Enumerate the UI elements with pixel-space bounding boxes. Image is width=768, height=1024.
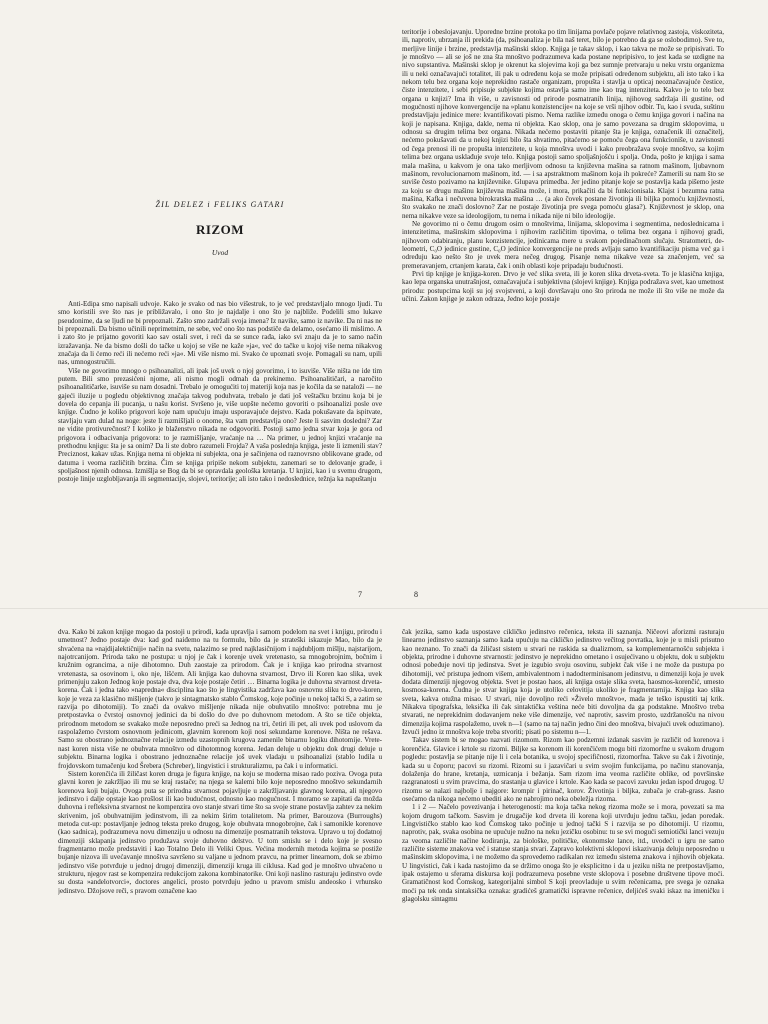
paragraph: Ne govorimo ni o čemu drugom osim o mnoštvima, linijama, sklopovima i segmentima, nedoslednicama i intenzitetima, mašinskim sklopovima i njihovim različitim tipovima, o telima bez organa i njihovoj građi, njihovom odabiranju, planu konzistencije, jedinicama mere u svakom pojedinačnom slučaju. Stratometri, deleometri, C₀O jedinice gustine, C₀O jedinice konvergencije ne preds avljaju samo kvantifikaciju pisma već ga i određuju kao nešto što je uvek mera nečeg drugog. Pisanje nema nikakve veze sa značenjem, već sa premeravanjem, crtanjem karata, čak i onih oblasti koje pripadaju budućnosti.	[402, 219, 724, 270]
paragraph: teritorije i obeslojavanju. Uporedne brzine protoka po tim linijama povlače pojave relativnog zastoja, viskoziteta, ili, naprotiv, ubrzanja ili prekida (da, psihoanaliza je bila naš teret, bilo je potrebno da ga se oslobodimo). Sve to, merljive linije i brzine, predstavlja mašinski sklop. Knjiga je takav sklop, i kao takva ne može se pripisivati. To je mnoštvo — ali se još ne zna šta mnoštvo podrazumeva kada postane nepripisivo, to jest kada se uzdigne na nivo supstantiva. Mašinski sklop je okrenut ka slojevima koji ga bez sumnje pretvaraju u neku vrstu organizma ili u neki označavajući totalitet, ili pak u određenu koja se može pripisati određenom subjektu, ali isto tako i ka nekom telu bez organa koje neprekidno rastače organizam, propušta i stavlja u opticaj neoznačavajuće čestice, čiste intenzitete, i sebi pripisuje subjekte kojima ostavlja samo ime kao trag intenziteta. Kakvo je to telo bez organa u knjizi? Ima ih više, u zavisnosti od prirode posmatranih linija, njihovog sadržaja ili gustine, od mogućnosti njihove konvergencije na »planu konzistencije« na koje se vrši njihov odbir. Tu, kao i svuda, suštinu predstavljaju jedinice mere: kvantifikovati pismo. Nema razlike između onoga o čemu knjiga govori i načina na koji je napisana. Knjiga, dakle, nema ni objekta. Kao sklop, ona je samo povezana sa drugim sklopovima, u odnosu sa drugim telima bez organa. Nikada nećemo postaviti pitanje šta je knjiga, označenik ili označitelj, nećemo pokušavati da u nekoj knjizi bilo šta shvatimo, pitaćemo se pomoću čega ona funkcioniše, u zavisnosti od čega prenosi ili ne propušta intenzitete, u koja mnoštva uvodi i kako preobražava svoje mnoštvo, sa kojim telima bez organa usklađuje svoje telo. Knjiga postoji samo spoljašnjošću i spolja. Onda, pošto je knjiga i sama mala mašina, u kakvom je ona tako merljivom odnosu ta književna mašina sa ratnom mašinom, ljubavnom mašinom, revolucionarnom mašinom, itd. — i sa apstraktnom mašinom koja ih pokreće? Zamerili su nam što se suviše često pozivamo na književnike. Glupava primedba. Jer jedino pitanje koje se postavlja kada pišemo jeste za koju se drugu mašinu književna mašina može, i mora, prikačiti da bi funkcionisala. Klajst i bezumna ratna mašina, Kafka i nečuvena birokratska mašina … (a ako čovek postane životinja ili biljka pomoću književnosti, što svakako ne znači doslovno? Zar ne postaje životinja pre svega pomoću glasa?). Književnost je sklop, ona nema nikakve veze sa ideologijom, tu nema i nikada nije ni bilo ideologije.	[402, 28, 724, 220]
paragraph: 1 i 2 — Načelo povezivanja i heterogenosti: ma koja tačka nekog rizoma može se i mora, povezati sa ma kojom drugom tačkom. Sasvim je drugačije kod drveta ili korena koji utvrđuju jednu tačku, jedan poredak. Lingvističko stablo kao kod Čomskog tako počinje u jednoj tački S i razvija se po dihotomiji. U rizomu, naprotiv, pak, svaka osobina ne upućuje nužno na neku jezičku osobinu: tu se svi mogući semiotički lanci vezuju za veoma različite načine kodiranja, za biološke, političke, ekonomske lance, itd., uvodeći u igru ne samo različite sisteme znakova već i statuse stanja stvari. Zapravo kolektivni sklopovi iskazivanja deluju neposredno u mašinskim sklopovima, i ne možemo da sprovedemo radikalan rez između sistema znakova i njihovih objekata. U lingvistici, čak i kada nastojimo da se držimo onoga što je eksplicitno i da u jeziku ništa ne pretpostavljamo, ipak ostajemo u sferama diskursa koji podrazumeva posebne vrste sklopova i posebne društvene tipove moći. Gramatičnost kod Čomskog, kategorijalni simbol S koji preovladuje u svim rečenicama, pre svega je oznaka moći pa tek onda sintaksička oznaka: gradićeš gramatički ispravne rečenice, deljićeš svaki iskaz na imeničku i glagolsku sintagmu	[402, 803, 724, 903]
column-top-left	[58, 300, 382, 585]
page-divider	[0, 608, 768, 609]
paragraph: dva. Kako bi zakon knjige mogao da postoji u prirodi, kada upravlja i samom podelom na svet i knjigu, prirodu i umetnost? Jedno postaje dva: kad god naiđemo na tu formulu, bilo da je strateški iskazuje Mao, bilo da je shvaćena na »najdijalektičniji« način na svetu, nalazimo se pred najklasičnijom i najdublјom mišlju, najstarijom, najotrcanijom. Priroda tako ne postupa: u njoj je čak i korenje uvek vretenasto, sa mnogobrojnim, bočnim i kružnim ograncima, a nije dihotomno. Duh zaostaje za prirodom. Čak je i knjiga kao prirodna stvarnost vretenasta, sa osovinom i, oko nje, lišćem. Ali knjiga kao duhovna stvarnost, Drvo ili Koren kao slika, uvek primenjuju zakon Jednog koje postaje dva, dva koje postaje četiri … Binarna logika je duhovna stvarnost drveta-korena. Čak i jedna tako »napredna« disciplina kao što je lingvistika zadržava kao osnovnu sliku to drvo-koren, koje je veza za klasično mišljenje (takvo je sintagmatsko stablo Čomskog, koje počinje u nekoj tački S, a zatim se razvija po dihotomiji). To znači da ovakvo mišljenje nikada nije obuhvatilo mnoštvo: potrebna mu je pretpostavka o čvrstoj osnovnoj jedinici da bi došlo do dve po duhovnom metodom. A što se tiče objekta, prirodnom metodom se svakako može neposredno preći sa Jednog na tri, četiri ili pet, ali uvek pod uslovom da raspolažemo čvrstom osnovnom jedinicom, glavnim korenom koji nosi sekundarne korenove. Ništa ne rešava. Samo su obostrano jednoznačne relacije između uzastopnih krugova zamenile binarnu logiku dihotomije. Vretenast koren nista više ne obuhvata mnoštvo od dihotomnog korena. Jedan deluje u objektu dok drugi deluje u subjektu. Binarna logika i obostrano jednoznačne relacije još uvek vladaju u psihoanalizi (stablo ludila u frojdovskom tumačenju kod Šrebera (Schreber), lingvistici i strukturalizmu, pa čak i u informatici.	[58, 628, 382, 770]
page-number-right: 8	[414, 590, 418, 599]
page-number-left: 7	[358, 590, 362, 599]
paragraph: Prvi tip knjige je knjiga-koren. Drvo je već slika sveta, ili je koren slika drveta-sveta. To je klasična knjiga, kao lepa organska unutrašnjost, označavajuća i subjektivna (slojevi knjige). Knjiga podražava svet, kao umetnost prirodu: postupcima koji su joj svojstveni, a koji dovršavaju ono što priroda ne može ili što više ne može da učini. Zakon knjige je zakon odraza, Jedno koje postaje	[402, 269, 724, 303]
column-top-right	[402, 28, 724, 590]
paragraph: čak jezika, samo kada uspostave cikličko jedinstvo rečenica, teksta ili saznanja. Ničeovi aforizmi rasturaju linearno jedinstvo saznanja samo kada upućuju na cikličko jedinstvo večitog povratka, koje je u misli prisutno kao neznano. To znači da žiličast sistem u stvari ne raskida sa dualizmom, sa komplementarnošću subjekta i objekta, prirodne i duhovne stvarnosti: jedinstvo je neprekidno ometano i osujećivano u objektu, dok u subjektu odnosi pobeđuje novi tip jedinstva. Svet je izgubio svoju osovinu, subjekt čak više i ne može da pustupa po dihotomiji, već pristupa jednom višem, ambivalentnom i nadodterminisanom jedinstvu, u dimenziji koja je uvek dodata dimenziji njegovog objekta. Svet je postao haos, ali knjiga ostaje slika sveta, haosmos-korenčić, umesto kosmosa-korena. Čudna je stvar knjiga koja je utoliko celovitija ukoliko je fragmentarnija. Knjiga kao slika sveta, kakva otužna misao. U stvari, nije dovoljno reći »Živelo mnoštvo«, mada je teško ispustiti taj krik. Nikakva tipografska, leksička ili čak sintaktička veština neće biti dovoljna da ga podstakne. Mnoštvo treba stvarati, ne neprekidnim dodavanjem neke više dimenzije, već naprotiv, sasvim prosto, uzdržanošću na nivou dimenzija kojima raspolažemo, uvek n—1 (samo na taj način jedno čini deo mnoštva, bivajući uvek oduzimano). Izvući jedno iz mnoštva koje treba stvoriti; pisati po sistemu n—1.	[402, 628, 724, 737]
paragraph: Sistem korenčića ili žiličast koren druga je figura knjige, na koju se moderna misao rado poziva. Ovoga puta glavni koren je zakržljao ili mu se kraj rastače; na njega se kalemi bilo koje neposredno mnoštvo sekundarnih korenova koji bujaju. Ovoga puta se prirodna stvarnost pojavljuje u zakržljavanju glavnog korena, ali njegovo jedinstvo i dalje opstaje kao prošlost ili kao budućnost, odnosno kao mogućnost. I moramo se zapitati da možda duhovna i refleksivna stvarnost ne kompenzira ovo stanje stvari time što sa svoje strane postavlja zahtev za nekim skrivenim, još obuhvatnijim jedinstvom, ili za nekim širim totalitetom. Na primer, Barouzova (Burroughs) metoda cut-up: postavljanje jednog teksta preko drugog, koje obuhvata mnogobrojne, čak i samonikle korenove (kao sadnica), podrazumeva novu dimenziju u odnosu na dimenzije posmatranih tekstova. Upravo u toj dodatnoj dimenziji sklapanja jedinstvo produžava svoje duhovno delstvo. U tom smislu se i delo koje je svesno fragmentarno može predstaviti i kao Totalno Delo ili Veliki Opus. Većina modernih metoda kojima se postiže bujanje nizova ili uvećavanje mnoštva savršeno su valjane u jednom pravcu, na primer linearnom, dok se zbirno jedinstvo više potvrđuje u jednoj drugoj dimenziji, dimenziji kruga ili ciklusa. Kad god je mnoštvo uhvaćeno u strukturu, njegov rast se kompenzira redukcijom zakona kombinatorike. Oni koji naslino rasturaju jedinstvo ovde su dosta »andelotvorci«, doctores angelici, prosto potvrđuju jedno u pravom smislu andeosko i vrhunsko jedinstvo. Džojsove reči, s pravom označene kao	[58, 769, 382, 895]
paragraph: Više ne govorimo mnogo o psihoanalizi, ali ipak još uvek o njoj govorimo, i to isuviše. Više ništa ne ide tim putem. Bili smo prezasićeni njome, ali nismo mogli odmah da prekinemo. Psihoanalitičari, a naročito psihoanalitičarke, isuviše su nam dosadni. Trebalo je omogućiti toj materiji koja nas je kočila da se nataloži — ne gajeći iluzije u pogledu objektivnog značaja takvog poduhvata, trebalo je dati još veštačku brzinu koja bi je dovela do cepanja ili pucanja, u našu korist. Svršeno je, više uopšte nećemo govoriti o psihoanalizi posle ove knjige. Čudno je koliko prigovori koje nam upućuju imaju usporavajuće dejstvo. Kada pokušavate da ispitvate, stavljaju vam dulad na noge: jeste li razmišljali o onome, šta vam predstavlja ono? Jeste li sasvim dosledni? Zar ne vidite protivurečnost? I koliko je blaženstvo nikada ne odgovoriti. Postoji samo jedna stvar koja je gora od prigovora i odbacivanja prigovora: to je razmišljanje, vraćanje na … Na primer, u jednoj knjizi vraćanje na prethodnu knjigu: šta je sa onim? Da li ste dobro razumeli Frojda? A vaša poslednja knjiga, jeste li izmenili stav? Preciznost, kakav užas. Knjiga nema ni objekta ni subjekta, ona je sačinjena od raznovrsno oblikovane građe, od datuma i veoma različitih brzina. Čim se knjiga pripiše nekom subjektu, zanemari se to delovanje građe, i spoljašnost njenih odnosa. Izmišlja se Bog da bi se opravdala geološka kretanja. U knjizi, kao i u svemu drugom, postoje linije uzglobljavanja ili segmentacije, slojevi, teritorije; ali isto tako i nedoslednice, težnja ka napuštanju	[58, 366, 382, 484]
article-authors: ŽIL DELEZ i FELIKS GATARI	[155, 200, 285, 209]
paragraph: Takav sistem bi se mogao nazvati rizomom. Rizom kao podzemni izdanak sasvim je različit od korenova i korenčića. Glavice i krtole su rizomi. Biljke sa korenom ili korenčićem mogu biti rizomorfne u svakom drugom pogledu: postavlja se pitanje nije li i cela botanika, u svojoj specifičnosti, rizomorfna. Takve su čak i životinje, kada su u čoporu; pacovi su rizomi. Rizomi su i jazavičari u svim svojim funkcijama, po načinu stanovanja, dolaženja do hrane, kretanja, uzmicanja i bežanja. Sam rizom ima veoma različite oblike, od površinske razgranatosti u svim pravcima, do srastanja u glavice i krtole. Kao kada se pacovi zavuku jedan ispod drugog. U rizomu se nalazi najbolje i najgore: krompir i pirinač, korov. Životinja i biljka, zubača je crab-grass. Jasno osećamo da nikoga nećemo ubediti ako ne nabrojimo neka obeležja rizoma.	[402, 736, 724, 803]
column-bottom-right	[402, 628, 724, 1024]
article-subtitle: Uvod	[211, 248, 229, 257]
column-bottom-left	[58, 628, 382, 1024]
article-title: RIZOM	[196, 222, 244, 237]
paragraph: Anti-Edipa smo napisali udvoje. Kako je svako od nas bio višestruk, to je već predstavljalo mnogo ljudi. Tu smo koristili sve što nas je približavalo, i ono što je najdalje i ono što je najbliže. Podelili smo lukave pseudonime, da se ljudi ne bi prepoznali. Zašto smo zadržali svoja imena? Iz navike, samo iz navike. Da ni nas ne bi prepoznali. Da bismo učinili neprimetnim, ne sebe, već ono što nas podstiče da delamo, osećamo ili mislimo. A i zato što je prijatno govoriti kao sav ostali svet, i reći da se sunce rađa, iako svi znaju da je to samo način izražavanja. Ne da bismo došli do tačke u kojoj se više ne kaže »ja«, već do tačke u kojoj više nema nikakvog značaja da li ćemo reći ili nećemo reći »ja«. Mi više nismo mi. Svako će upoznati svoje. Pomagali su nam, upili nas, umnogostručili.	[58, 300, 382, 367]
